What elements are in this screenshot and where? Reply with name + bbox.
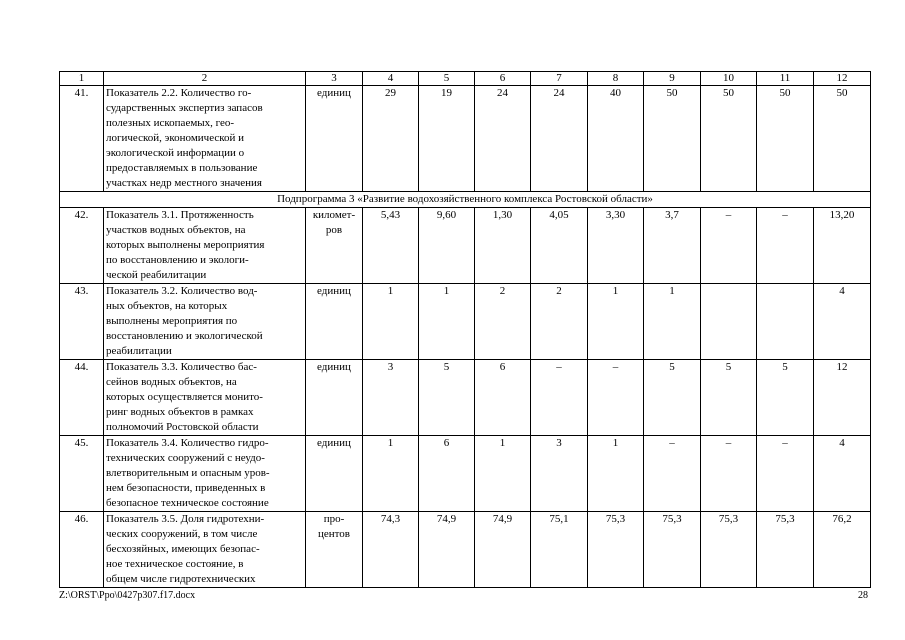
row-number: 42. xyxy=(60,208,104,284)
value-cell: – xyxy=(757,208,814,284)
column-number-cell: 2 xyxy=(104,72,306,86)
column-number-cell: 11 xyxy=(757,72,814,86)
value-cell xyxy=(757,284,814,360)
row-number: 45. xyxy=(60,436,104,512)
value-cell: 6 xyxy=(419,436,475,512)
table-row xyxy=(60,512,871,588)
page-number: 28 xyxy=(858,590,868,601)
indicator-name: Показатель 3.4. Количество гидро- технических сооружений с неудо- влетворительным и опасным уров- нем безопасности, приведенных в безопасное техническое состояние xyxy=(104,436,306,512)
row-number: 44. xyxy=(60,360,104,436)
indicator-name: Показатель 3.5. Доля гидротехни- ческих сооружений, в том числе бесхозяйных, имеющих безопас- ное техническое состояние, в общем числе гидротехнических xyxy=(104,512,306,588)
column-number-cell: 5 xyxy=(419,72,475,86)
unit-cell: единиц xyxy=(306,284,363,360)
column-number-row xyxy=(60,72,871,86)
unit-cell: единиц xyxy=(306,436,363,512)
indicator-name: Показатель 3.1. Протяженность участков водных объектов, на которых выполнены мероприятия по восстановлению и экологи- ческой реабилитации xyxy=(104,208,306,284)
value-cell: 75,3 xyxy=(701,512,757,588)
value-cell: 1 xyxy=(475,436,531,512)
value-cell: 29 xyxy=(363,86,419,192)
column-number-cell: 8 xyxy=(588,72,644,86)
column-number-cell: 7 xyxy=(531,72,588,86)
value-cell: 4,05 xyxy=(531,208,588,284)
value-cell: 76,2 xyxy=(814,512,871,588)
value-cell: 74,9 xyxy=(419,512,475,588)
value-cell: 3 xyxy=(363,360,419,436)
value-cell: 75,3 xyxy=(644,512,701,588)
table-body xyxy=(60,72,871,588)
value-cell: 3,30 xyxy=(588,208,644,284)
value-cell: – xyxy=(644,436,701,512)
value-cell: 50 xyxy=(757,86,814,192)
value-cell: – xyxy=(531,360,588,436)
value-cell: 75,1 xyxy=(531,512,588,588)
value-cell: 24 xyxy=(475,86,531,192)
value-cell: 1 xyxy=(588,436,644,512)
value-cell: – xyxy=(757,436,814,512)
value-cell: 5,43 xyxy=(363,208,419,284)
table-row xyxy=(60,86,871,192)
value-cell: 3 xyxy=(531,436,588,512)
unit-cell: единиц xyxy=(306,360,363,436)
value-cell: 40 xyxy=(588,86,644,192)
value-cell: 1,30 xyxy=(475,208,531,284)
row-number: 43. xyxy=(60,284,104,360)
table-row xyxy=(60,208,871,284)
unit-cell: единиц xyxy=(306,86,363,192)
value-cell: 19 xyxy=(419,86,475,192)
value-cell: 1 xyxy=(419,284,475,360)
indicators-table xyxy=(59,71,871,588)
value-cell: – xyxy=(701,208,757,284)
value-cell: 6 xyxy=(475,360,531,436)
indicator-name: Показатель 2.2. Количество го- сударственных экспертиз запасов полезных ископаемых, гео- логической, экономической и экологической информации о предоставляемых в пользование участках недр местного значения xyxy=(104,86,306,192)
value-cell: 5 xyxy=(419,360,475,436)
value-cell: 1 xyxy=(363,284,419,360)
value-cell: 74,3 xyxy=(363,512,419,588)
row-number: 46. xyxy=(60,512,104,588)
unit-cell: про- центов xyxy=(306,512,363,588)
indicator-name: Показатель 3.3. Количество бас- сейнов водных объектов, на которых осуществляется монито- ринг водных объектов в рамках полномочий Ростовской области xyxy=(104,360,306,436)
value-cell: 4 xyxy=(814,436,871,512)
value-cell: 24 xyxy=(531,86,588,192)
value-cell: 75,3 xyxy=(588,512,644,588)
value-cell: – xyxy=(701,436,757,512)
value-cell: 50 xyxy=(814,86,871,192)
subprogram-row xyxy=(60,192,871,208)
column-number-cell: 1 xyxy=(60,72,104,86)
column-number-cell: 4 xyxy=(363,72,419,86)
row-number: 41. xyxy=(60,86,104,192)
column-number-cell: 3 xyxy=(306,72,363,86)
value-cell: 4 xyxy=(814,284,871,360)
value-cell: 13,20 xyxy=(814,208,871,284)
value-cell: 2 xyxy=(531,284,588,360)
column-number-cell: 6 xyxy=(475,72,531,86)
value-cell xyxy=(701,284,757,360)
value-cell: 9,60 xyxy=(419,208,475,284)
value-cell: 75,3 xyxy=(757,512,814,588)
table-row xyxy=(60,284,871,360)
column-number-cell: 12 xyxy=(814,72,871,86)
value-cell: 2 xyxy=(475,284,531,360)
value-cell: 50 xyxy=(644,86,701,192)
value-cell: 1 xyxy=(644,284,701,360)
file-path: Z:\ORST\Ppo\0427p307.f17.docx xyxy=(59,590,196,601)
value-cell: – xyxy=(588,360,644,436)
value-cell: 12 xyxy=(814,360,871,436)
column-number-cell: 9 xyxy=(644,72,701,86)
table-row xyxy=(60,360,871,436)
subprogram-title: Подпрограмма 3 «Развитие водохозяйственного комплекса Ростовской области» xyxy=(60,192,871,208)
value-cell: 50 xyxy=(701,86,757,192)
value-cell: 5 xyxy=(701,360,757,436)
value-cell: 1 xyxy=(588,284,644,360)
value-cell: 74,9 xyxy=(475,512,531,588)
value-cell: 5 xyxy=(644,360,701,436)
unit-cell: километ- ров xyxy=(306,208,363,284)
table-row xyxy=(60,436,871,512)
value-cell: 1 xyxy=(363,436,419,512)
column-number-cell: 10 xyxy=(701,72,757,86)
value-cell: 5 xyxy=(757,360,814,436)
value-cell: 3,7 xyxy=(644,208,701,284)
indicator-name: Показатель 3.2. Количество вод- ных объектов, на которых выполнены мероприятия по восстановлению и экологической реабилитации xyxy=(104,284,306,360)
